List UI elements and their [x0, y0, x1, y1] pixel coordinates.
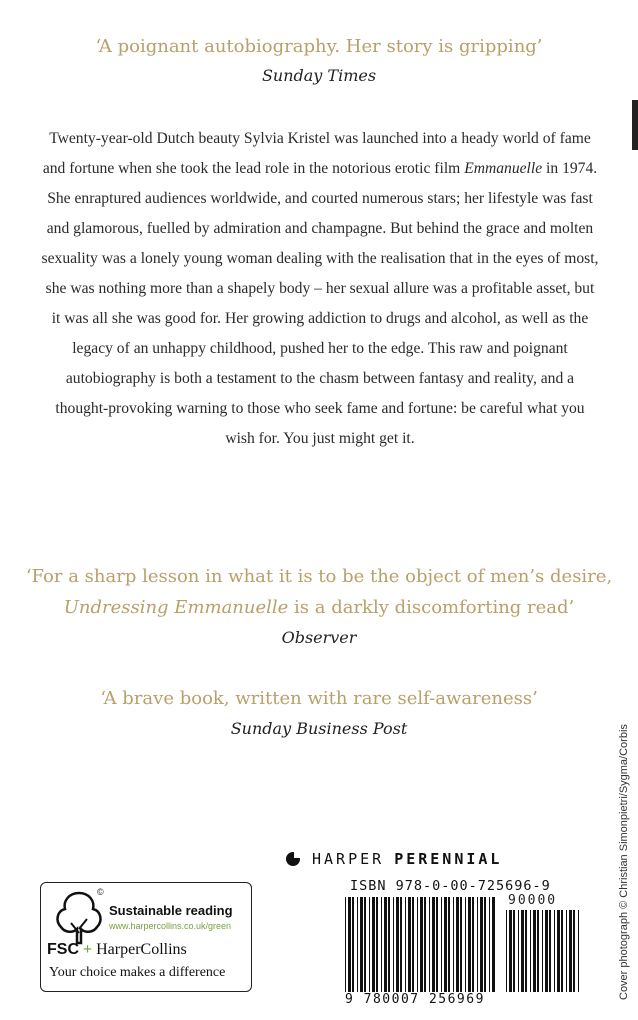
barcode-bar [400, 897, 402, 992]
barcode-bar [561, 910, 563, 992]
photo-credit: Cover photograph © Christian Simonpietri/Sygma/Corbis [618, 724, 630, 1000]
edge-tab-mark [632, 100, 638, 150]
fsc-copyright: © [97, 887, 104, 897]
bottom-quote: ‘A brave book, written with rare self-awareness’ [100, 688, 538, 709]
top-quote-source: Sunday Times [261, 66, 377, 85]
barcode-bar [357, 897, 358, 992]
publisher-name-2: PERENNIAL [394, 850, 503, 868]
fsc-title: Sustainable reading [109, 903, 233, 918]
barcode-digits: 9 780007 256969 [345, 992, 485, 1007]
harper-perennial-icon [286, 852, 300, 866]
fsc-tagline: Your choice makes a difference [49, 965, 226, 980]
barcode-bar [444, 897, 447, 992]
barcode-bar [352, 897, 354, 992]
barcode-bar [492, 897, 495, 992]
barcode-bar [364, 897, 366, 992]
barcode-bar [436, 897, 438, 992]
barcode-bar [376, 897, 378, 992]
isbn-text: ISBN 978-0-00-725696-9 [350, 878, 551, 894]
fsc-brand-line [47, 941, 187, 959]
barcode-bar [513, 910, 515, 992]
barcode-bar [369, 897, 370, 992]
barcode-bar [453, 897, 454, 992]
barcode-bar [456, 897, 459, 992]
barcode-bar [372, 897, 375, 992]
fsc-plus: + [83, 941, 93, 958]
barcode-bar [573, 910, 575, 992]
barcode-bar [557, 910, 560, 992]
barcode-bar [521, 910, 524, 992]
barcode-bar [441, 897, 442, 992]
barcode-bar [537, 910, 539, 992]
barcode-bar [549, 910, 551, 992]
middle-quote-rest: is a darkly discomforting read’ [288, 597, 575, 618]
barcode-bar [384, 897, 387, 992]
barcode-bar [542, 910, 543, 992]
barcode-bar [412, 897, 414, 992]
barcode-bar [569, 910, 572, 992]
blurb-film-title: Emmanuelle [464, 160, 543, 177]
barcode-bar [388, 897, 390, 992]
barcode-bar [345, 897, 346, 992]
top-quote: ‘A poignant autobiography. Her story is gripping’ [95, 36, 543, 57]
blurb-part2: in 1974. She enraptured audiences worldwide, and courted numerous stars; her lifestyle was fast and glamorous, fuelled by admiration and champagne. But behind the grace and molten sexuality was a lonely young woman dealing with the realisation that in the eyes of most, she was nothing more than a shapely body – her sexual allure was a profitable asset, but it was all she was good for. Her growing addiction to drugs and alcohol, as well as the legacy of an unhappy childhood, pushed her to the edge. This raw and poignant autobiography is both a testament to the chasm between fantasy and reality, and a thought-provoking warning to those who seek fame and fortune: be careful what you wish for. You just might get it. [41, 160, 599, 447]
barcode-bar [405, 897, 406, 992]
barcode-bar [506, 910, 507, 992]
barcode-bar [424, 897, 426, 992]
barcode-bar [477, 897, 478, 992]
barcode-bar [396, 897, 399, 992]
middle-quote-title: Undressing Emmanuelle [63, 597, 289, 618]
barcode-bar [465, 897, 466, 992]
barcode-bar [545, 910, 548, 992]
barcode-bar [566, 910, 567, 992]
barcode-addon [506, 910, 582, 992]
publisher-logo [286, 847, 502, 871]
middle-quote-source: Observer [281, 628, 357, 647]
barcode-bar [381, 897, 382, 992]
barcode-bar [360, 897, 363, 992]
barcode-main [345, 897, 497, 992]
barcode-bar [489, 897, 490, 992]
fsc-url: www.harpercollins.co.uk/green [109, 921, 232, 931]
middle-quote-line2 [0, 597, 638, 618]
barcode-bar [525, 910, 527, 992]
fsc-brand: FSC [47, 941, 79, 958]
barcode-bar [348, 897, 351, 992]
barcode-bar [393, 897, 394, 992]
blurb-part1: Twenty-year-old Dutch beauty Sylvia Kristel was launched into a heady world of fame and fortune when she took the lead role in the notorious erotic film [42, 130, 591, 177]
barcode-bar [484, 897, 486, 992]
barcode-bar [432, 897, 435, 992]
barcode-bar [554, 910, 555, 992]
bottom-quote-source: Sunday Business Post [230, 719, 408, 738]
barcode-bar [468, 897, 471, 992]
barcode-bar [480, 897, 483, 992]
barcode-bar [460, 897, 462, 992]
fsc-tree-icon [51, 889, 107, 947]
barcode-bar [417, 897, 418, 992]
barcode-bar [509, 910, 512, 992]
barcode-bar [578, 910, 579, 992]
barcode-addon-digits: 90000 [508, 893, 558, 908]
publisher-name-1: HARPER [312, 850, 385, 868]
barcode-bar [448, 897, 450, 992]
fsc-logo-box [40, 882, 252, 992]
middle-quote-line1: ‘For a sharp lesson in what it is to be the object of men’s desire, [25, 566, 613, 587]
harpercollins-brand: HarperCollins [96, 941, 187, 958]
barcode-bar [530, 910, 531, 992]
barcode-bar [533, 910, 536, 992]
barcode-bar [429, 897, 430, 992]
barcode-bar [420, 897, 423, 992]
barcode-bar [408, 897, 411, 992]
barcode-bar [518, 910, 519, 992]
blurb [40, 124, 600, 454]
barcode-bar [472, 897, 474, 992]
